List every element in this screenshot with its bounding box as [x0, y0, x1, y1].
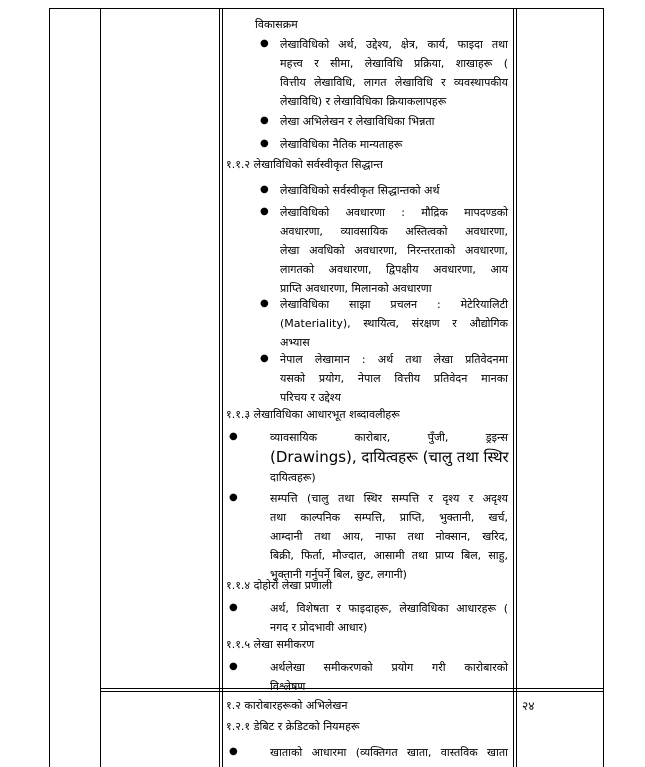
bullet-icon: ● [260, 115, 269, 126]
section-heading: १.१.३ लेखाविधिका आधारभूत शब्दावलीहरू [226, 408, 400, 421]
bullet-icon: ● [229, 602, 238, 613]
section-heading: १.१.४ दोहोरो लेखा प्रणाली [226, 579, 333, 592]
top-fragment-text: विकासक्रम [255, 18, 298, 31]
section-heading: १.१.५ लेखा समीकरण [226, 638, 315, 651]
list-item: लेखाविधिको अर्थ, उद्देश्य, क्षेत्र, कार्य, फाइदा तथा महत्त्व र सीमा, लेखाविधि प्रक्रिया, शाखाहरू ( वित्तीय लेखाविधि, लागत लेखाविधि र व्यवस्थापकीय लेखाविधि) र लेखाविधिका क्रियाकलापहरू [280, 38, 508, 108]
list-item: अर्थलेखा समीकरणको प्रयोग गरी कारोबारको विश्लेषण [270, 661, 508, 693]
bullet-icon: ● [260, 206, 269, 217]
section-heading: १.२ कारोबारहरूको अभिलेखन [226, 699, 348, 712]
bullet-icon: ● [229, 746, 238, 757]
bullet-icon: ● [260, 38, 269, 49]
hours-value: २४ [522, 699, 535, 713]
list-item: नेपाल लेखामान : अर्थ तथा लेखा प्रतिवेदनमा यसको प्रयोग, नेपाल वित्तीय प्रतिवेदन मानका परिचय र उद्देश्य [280, 353, 508, 404]
list-item: लेखाविधिको सर्वस्वीकृत सिद्धान्तको अर्थ [280, 184, 440, 197]
list-item: लेखा अभिलेखन र लेखाविधिका भिन्नता [280, 115, 435, 128]
list-item: लेखाविधिको अवधारणा : मौद्रिक मापदण्डको अवधारणा, व्यावसायिक अस्तित्वको अवधारणा, लेखा अवधिको अवधारणा, निरन्तरताको अवधारणा, लागतको अवधारणा, द्विपक्षीय अवधारणा, आय प्राप्ति अवधारणा, मिलानको अवधारणा [280, 206, 508, 295]
bullet-icon: ● [260, 184, 269, 195]
bullet-icon: ● [229, 431, 238, 442]
list-item: व्यावसायिक कारोबार, पुँजी, ड्रइन्स (Drawings), दायित्वहरू (चालु तथा स्थिर दायित्वहरू) [270, 431, 509, 484]
bullet-icon: ● [260, 298, 269, 309]
bullet-icon: ● [260, 138, 269, 149]
list-item: लेखाविधिका साझा प्रचलन : मेटेरियालिटी (Materiality), स्थायित्व, संरक्षण र औद्योगिक अभ्यास [280, 298, 508, 349]
subsection-heading: १.२.१ डेबिट र क्रेडिटको नियमहरू [226, 720, 360, 733]
list-item: लेखाविधिका नैतिक मान्यताहरू [280, 138, 403, 151]
bullet-icon: ● [260, 353, 269, 364]
list-item: सम्पत्ति (चालु तथा स्थिर सम्पत्ति र दृश्य र अदृश्य तथा काल्पनिक सम्पत्ति, प्राप्ति, भुक्तानी, खर्च, आम्दानी तथा आय, नाफा तथा नोक्सान, खरिद, बिक्री, फिर्ता, मौज्दात, आसामी तथा प्राप्य बिल, साहु, भुक्तानी गर्नुपर्ने बिल, छुट, लगानी) [270, 492, 508, 581]
list-item: अर्थ, विशेषता र फाइदाहरू, लेखाविधिका आधारहरू ( नगद र प्रोदभावी आधार) [270, 602, 508, 634]
section-heading: १.१.२ लेखाविधिको सर्वस्वीकृत सिद्धान्त [226, 158, 383, 171]
bullet-icon: ● [229, 661, 238, 672]
bullet-icon: ● [229, 492, 238, 503]
list-item: खाताको आधारमा (व्यक्तिगत खाता, वास्तविक खाता [270, 746, 508, 759]
